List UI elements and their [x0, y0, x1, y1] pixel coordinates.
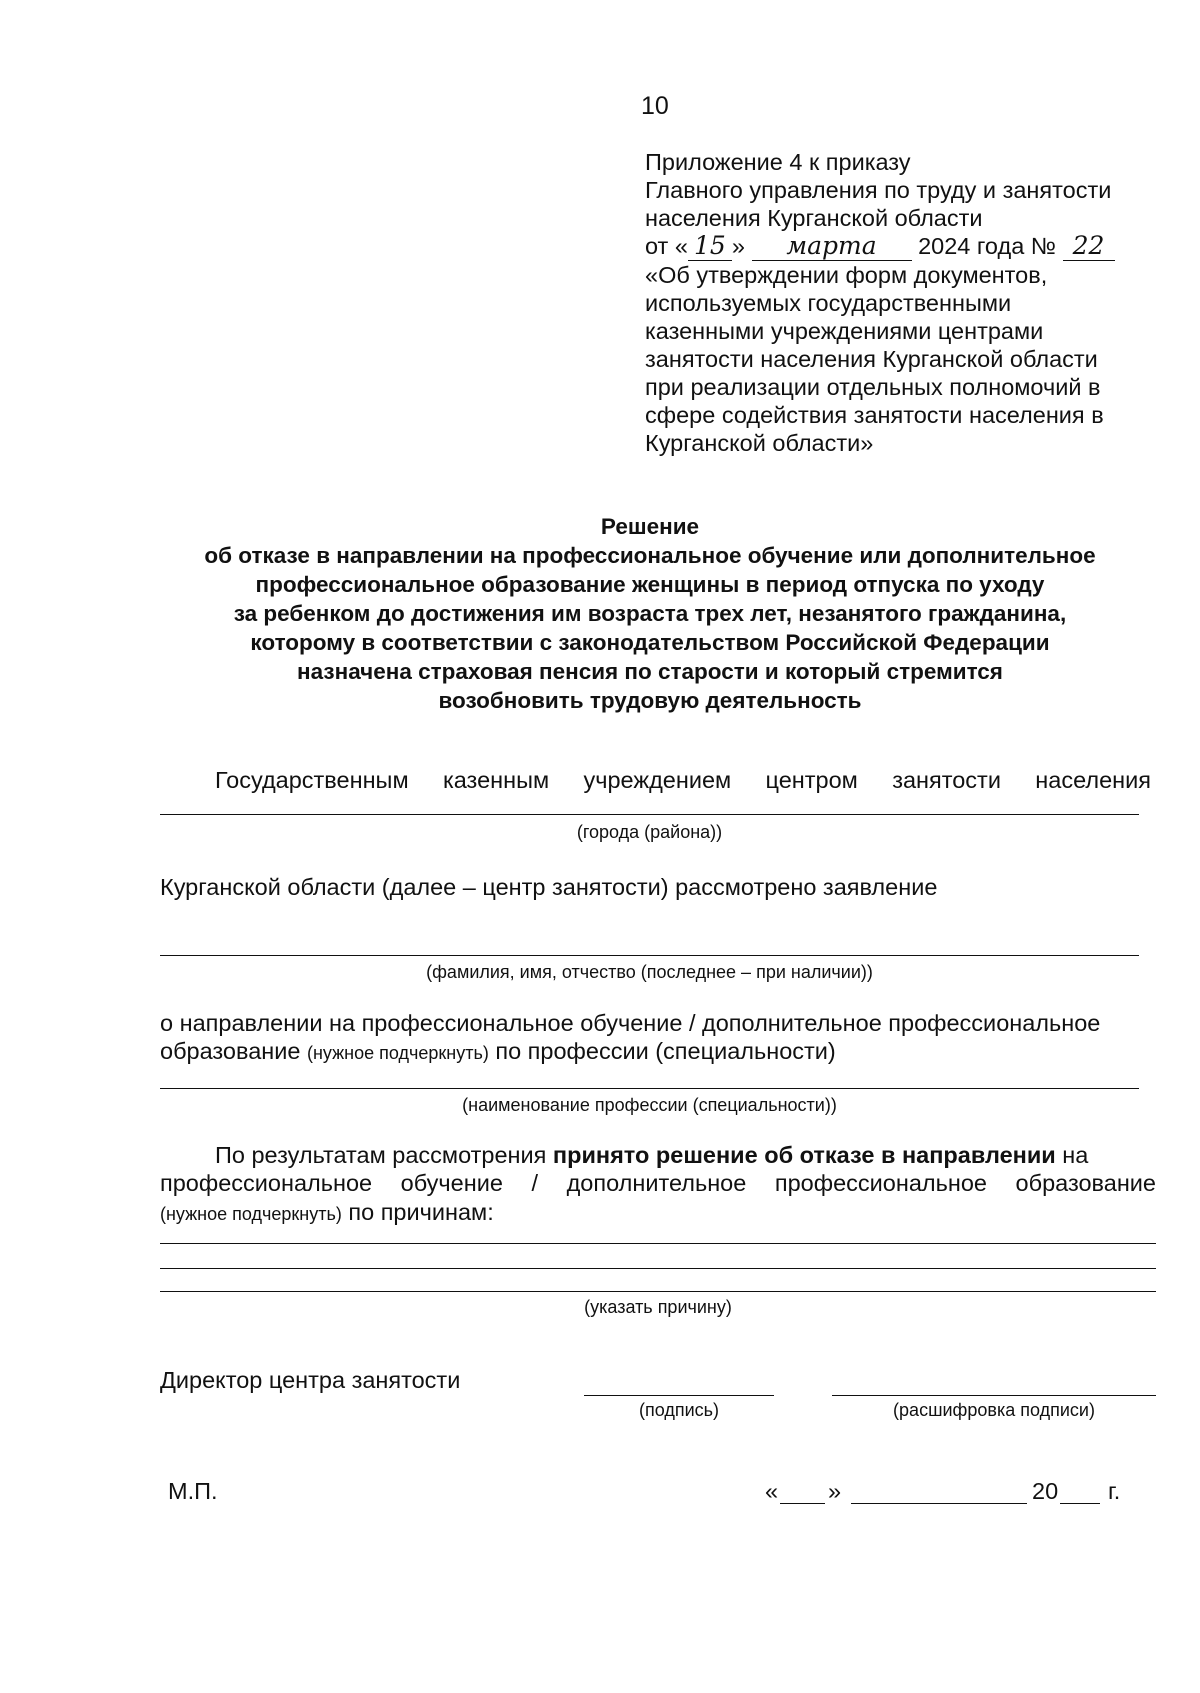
appendix-line-2: Главного управления по труду и занятости: [645, 177, 1112, 203]
underline-note: (нужное подчеркнуть): [160, 1204, 342, 1224]
region-line: Курганской области (далее – центр занятости) рассмотрено заявление: [160, 874, 938, 900]
date-day-blank: [780, 1503, 825, 1504]
subtitle-line: за ребенком до достижения им возраста трех лет, незанятого гражданина,: [233, 601, 1067, 626]
result-word: обучение: [400, 1170, 503, 1196]
fill-line-reason: [160, 1268, 1156, 1269]
appendix-title-line: занятости населения Курганской области: [645, 346, 1098, 372]
intro-word: казенным: [442, 767, 550, 793]
intro-line: [215, 766, 1151, 794]
fill-line-reason: [160, 1243, 1156, 1244]
subtitle-line: назначена страховая пенсия по старости и который стремится: [297, 659, 1003, 684]
appendix-line-3: населения Курганской области: [645, 205, 983, 231]
stamp-label: М.П.: [168, 1478, 218, 1504]
appendix-block: [645, 148, 1115, 457]
fill-line-reason: [160, 1291, 1156, 1292]
result-word: /: [531, 1170, 539, 1196]
intro-word: учреждением: [583, 767, 732, 793]
result-word: профессиональное: [160, 1170, 373, 1196]
subtitle-line: об отказе в направлении на профессиональное обучение или дополнительное: [204, 543, 1096, 568]
result-line-3: [160, 1198, 494, 1228]
date-day-handwritten: 15: [688, 232, 732, 261]
result-line-2: [160, 1169, 1156, 1197]
fill-line-profession: [160, 1088, 1139, 1089]
appendix-title-line: казенными учреждениями центрами: [645, 318, 1044, 344]
signature-decode-line: [832, 1395, 1156, 1396]
caption-decode: (расшифровка подписи): [893, 1400, 1095, 1420]
subtitle-line: возобновить трудовую деятельность: [438, 688, 862, 713]
director-label: Директор центра занятости: [160, 1367, 461, 1393]
intro-word: занятости: [892, 767, 1001, 793]
appendix-title-line: при реализации отдельных полномочий в: [645, 374, 1101, 400]
date-month-handwritten: марта: [752, 232, 912, 261]
intro-word: Государственным: [215, 767, 409, 793]
appendix-date-line: [645, 232, 1115, 261]
year-prefix: 20: [1032, 1478, 1059, 1504]
intro-word: центром: [765, 767, 858, 793]
order-number-handwritten: 22: [1063, 232, 1115, 261]
date-year: 2024 года №: [918, 233, 1056, 259]
date-year-blank: [1060, 1503, 1100, 1504]
document-title: Решение: [600, 514, 700, 539]
fill-line-fio: [160, 955, 1139, 956]
caption-reason: (указать причину): [584, 1297, 732, 1317]
appendix-line-1: Приложение 4 к приказу: [645, 149, 911, 175]
direction-word: образование: [160, 1038, 301, 1064]
direction-profession: по профессии (специальности): [495, 1038, 836, 1064]
caption-fio: (фамилия, имя, отчество (последнее – при наличии)): [426, 962, 873, 982]
result-text: По результатам рассмотрения: [215, 1142, 547, 1168]
result-text: на: [1062, 1142, 1089, 1168]
result-decision: принято решение об отказе в направлении: [552, 1142, 1056, 1168]
direction-line-1: о направлении на профессиональное обучение / дополнительное профессиональное: [160, 1010, 1101, 1036]
appendix-title-line: сфере содействия занятости населения в: [645, 402, 1104, 428]
subtitle-line: которому в соответствии с законодательством Российской Федерации: [250, 630, 1050, 655]
result-reasons: по причинам:: [348, 1199, 494, 1225]
date-month-blank: [851, 1503, 1027, 1504]
direction-line-2: [160, 1037, 836, 1067]
appendix-title-line: «Об утверждении форм документов,: [645, 262, 1048, 288]
subtitle-line: профессиональное образование женщины в период отпуска по уходу: [255, 572, 1045, 597]
caption-profession: (наименование профессии (специальности)): [462, 1095, 837, 1115]
date-open-quote: «: [765, 1478, 779, 1504]
date-prefix: от «: [645, 233, 688, 259]
fill-line-city: [160, 814, 1139, 815]
result-word: профессиональное: [774, 1170, 987, 1196]
date-mid: »: [731, 233, 745, 259]
result-line-1: [215, 1141, 1088, 1169]
caption-city: (города (района)): [576, 822, 723, 842]
result-word: дополнительное: [566, 1170, 747, 1196]
date-close-quote: »: [828, 1478, 842, 1504]
appendix-title-line: Курганской области»: [645, 430, 874, 456]
appendix-title-line: используемых государственными: [645, 290, 1012, 316]
page-number: 10: [641, 92, 669, 120]
caption-signature: (подпись): [638, 1400, 720, 1420]
result-word: образование: [1015, 1170, 1156, 1196]
underline-note: (нужное подчеркнуть): [306, 1043, 489, 1063]
intro-word: населения: [1035, 767, 1151, 793]
document-subtitle: [160, 541, 1140, 715]
signature-line: [584, 1395, 774, 1396]
year-suffix: г.: [1108, 1478, 1121, 1504]
